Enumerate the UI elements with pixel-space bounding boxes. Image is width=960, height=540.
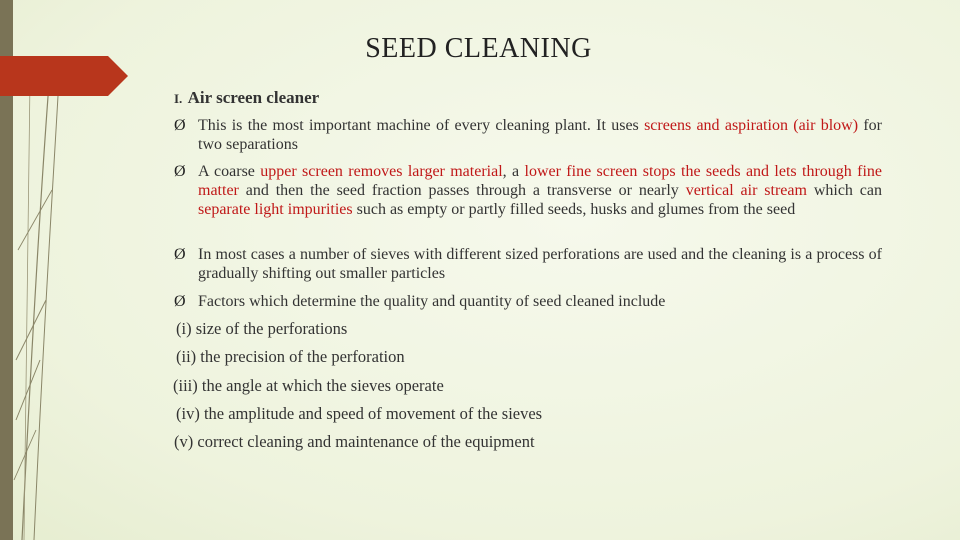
- factor-item: (v) correct cleaning and maintenance of the equipment: [174, 432, 535, 451]
- text-segment: and then the seed fraction passes through a transverse or nearly: [238, 182, 686, 199]
- section-number: I.: [174, 91, 183, 106]
- arrow-bullet-icon: Ø: [174, 163, 186, 180]
- highlighted-phrase: upper screen removes larger material: [260, 163, 503, 180]
- text-segment: , a: [502, 163, 525, 180]
- highlighted-phrase: lower fine screen stops the seeds and lets through fine matter: [198, 163, 883, 199]
- text-segment: In most cases a number of sieves with different sized perforations are used and the cleaning is a process of gradually shifting out smaller particles: [198, 246, 882, 282]
- slide-title: SEED CLEANING: [365, 33, 592, 64]
- factor-item: (ii) the precision of the perforation: [176, 347, 405, 366]
- arrow-bullet-icon: Ø: [174, 246, 186, 263]
- bullet-item: [174, 116, 882, 154]
- bullet-text: [198, 292, 882, 311]
- bullet-item: [174, 162, 882, 219]
- section-heading-text: Air screen cleaner: [187, 88, 320, 107]
- highlighted-phrase: screens and aspiration (air blow): [644, 117, 859, 134]
- factor-item: (i) size of the perforations: [176, 319, 348, 338]
- section-heading: [174, 88, 319, 108]
- bullet-item: [174, 245, 882, 283]
- text-segment: which can: [806, 182, 882, 199]
- arrow-bullet-icon: Ø: [174, 117, 186, 134]
- highlighted-phrase: separate light impurities: [198, 201, 353, 218]
- text-segment: A coarse: [198, 163, 261, 180]
- text-segment: This is the most important machine of every cleaning plant. It uses: [198, 117, 645, 134]
- bullet-text: [198, 116, 882, 154]
- factor-item: (iii) the angle at which the sieves operate: [173, 376, 444, 395]
- text-segment: such as empty or partly filled seeds, husks and glumes from the seed: [352, 201, 796, 218]
- text-segment: Factors which determine the quality and quantity of seed cleaned include: [198, 293, 666, 310]
- highlighted-phrase: vertical air stream: [685, 182, 807, 199]
- bullet-item: [174, 292, 882, 311]
- bullet-text: [198, 245, 882, 283]
- text-segment: for two separations: [198, 117, 883, 153]
- factor-item: (iv) the amplitude and speed of movement of the sieves: [176, 404, 543, 423]
- arrow-bullet-icon: Ø: [174, 293, 186, 310]
- bullet-text: [198, 162, 882, 219]
